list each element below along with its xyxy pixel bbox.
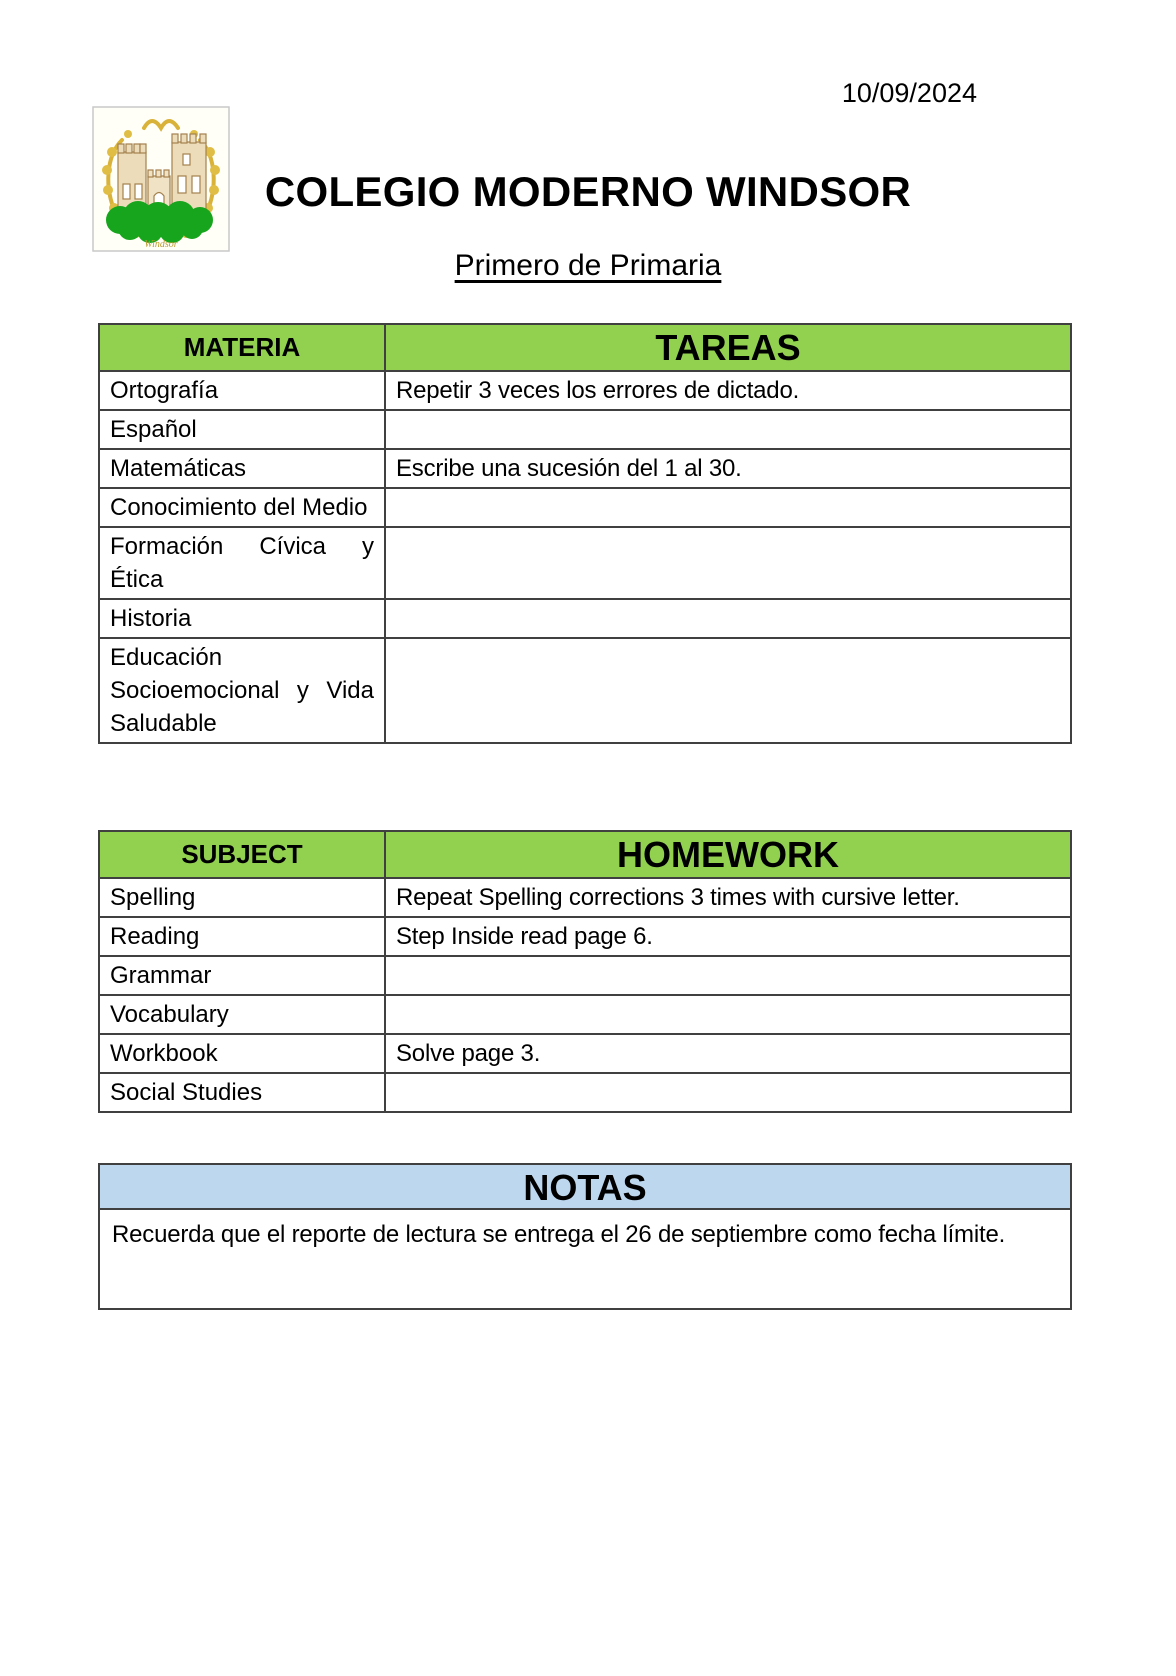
table-row <box>99 488 1071 527</box>
subject-cell: Reading <box>99 917 385 956</box>
table-row <box>99 599 1071 638</box>
table-row <box>99 1034 1071 1073</box>
notas-body-text: Recuerda que el reporte de lectura se entrega el 26 de septiembre como fecha límite. <box>98 1210 1072 1310</box>
materia-cell: Formación Cívica y Ética <box>99 527 385 599</box>
materia-cell: Ortografía <box>99 371 385 410</box>
materia-cell: Conocimiento del Medio <box>99 488 385 527</box>
table-row <box>99 527 1071 599</box>
table-row <box>99 1073 1071 1112</box>
tareas-table <box>98 323 1072 744</box>
table-row <box>99 995 1071 1034</box>
homework-cell <box>385 995 1071 1034</box>
tarea-cell <box>385 488 1071 527</box>
table-row <box>99 878 1071 917</box>
tareas-column-header: TAREAS <box>385 324 1071 371</box>
table-row <box>99 956 1071 995</box>
notas-section <box>98 1163 1072 1310</box>
materia-cell: Español <box>99 410 385 449</box>
subject-cell: Workbook <box>99 1034 385 1073</box>
grade-subtitle: Primero de Primaria <box>454 249 722 282</box>
homework-column-header: HOMEWORK <box>385 831 1071 878</box>
materia-cell: Educación Socioemocional y Vida Saludable <box>99 638 385 743</box>
logo-caption: Windsor <box>144 239 178 250</box>
homework-table <box>98 830 1072 1113</box>
table-row <box>99 638 1071 743</box>
school-name-title: COLEGIO MODERNO WINDSOR <box>264 168 912 215</box>
tarea-cell <box>385 527 1071 599</box>
subject-cell: Social Studies <box>99 1073 385 1112</box>
tarea-cell <box>385 599 1071 638</box>
subject-cell: Spelling <box>99 878 385 917</box>
tareas-header-row <box>99 324 1071 371</box>
homework-cell: Solve page 3. <box>385 1034 1071 1073</box>
subject-cell: Grammar <box>99 956 385 995</box>
homework-header-row <box>99 831 1071 878</box>
materia-column-header: MATERIA <box>99 324 385 371</box>
table-row <box>99 371 1071 410</box>
subject-cell: Vocabulary <box>99 995 385 1034</box>
table-row <box>99 449 1071 488</box>
table-row <box>99 917 1071 956</box>
materia-cell: Historia <box>99 599 385 638</box>
table-row <box>99 410 1071 449</box>
homework-cell: Repeat Spelling corrections 3 times with cursive letter. <box>385 878 1071 917</box>
homework-cell <box>385 1073 1071 1112</box>
subject-column-header: SUBJECT <box>99 831 385 878</box>
notas-header: NOTAS <box>98 1163 1072 1210</box>
document-date: 10/09/2024 <box>841 78 977 108</box>
tarea-cell <box>385 410 1071 449</box>
homework-cell: Step Inside read page 6. <box>385 917 1071 956</box>
materia-cell: Matemáticas <box>99 449 385 488</box>
tarea-cell: Repetir 3 veces los errores de dictado. <box>385 371 1071 410</box>
tarea-cell <box>385 638 1071 743</box>
tarea-cell: Escribe una sucesión del 1 al 30. <box>385 449 1071 488</box>
homework-cell <box>385 956 1071 995</box>
